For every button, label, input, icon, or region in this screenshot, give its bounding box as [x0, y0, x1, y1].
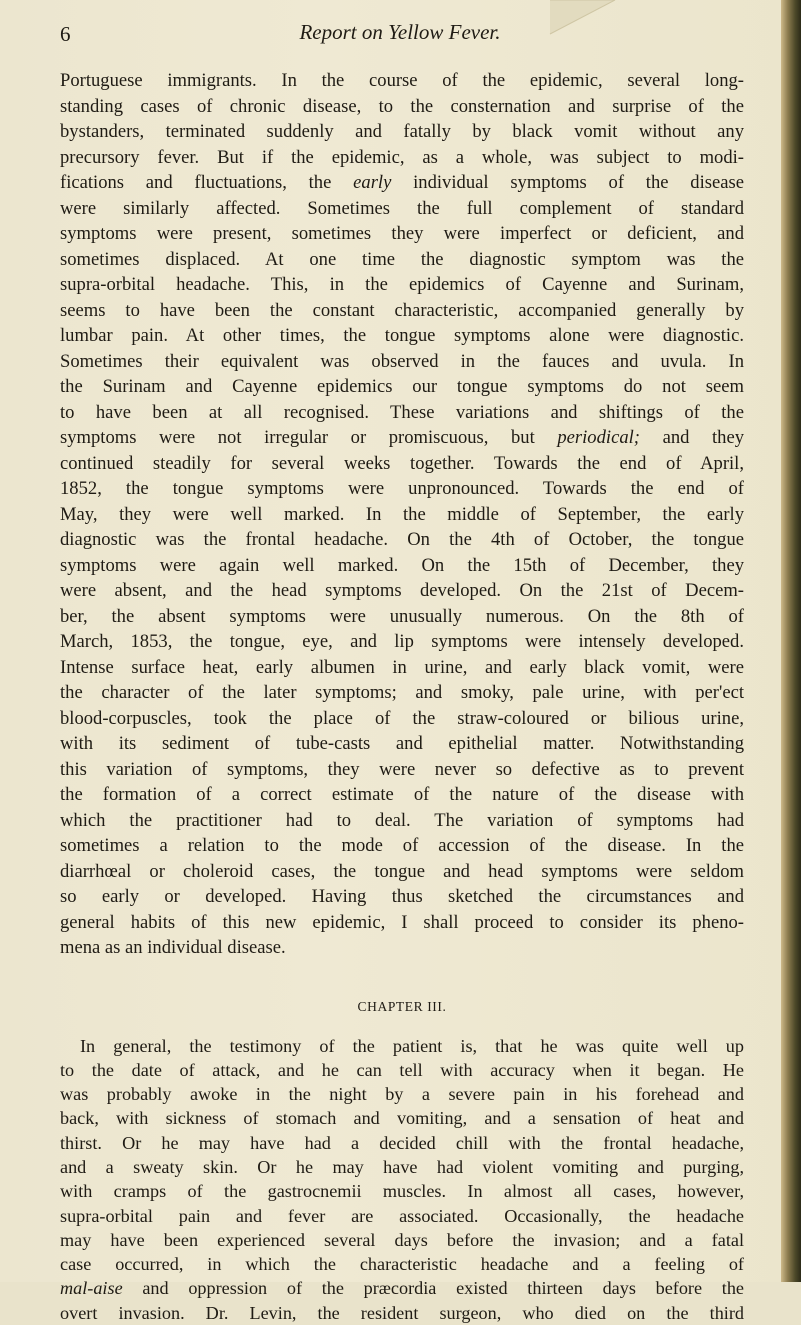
text-line: mena as an individual disease. — [60, 935, 744, 961]
running-title: Report on Yellow Fever. — [60, 20, 740, 45]
text-line: continued steadily for several weeks together. Towards the end of April, — [60, 451, 744, 477]
body-text — [60, 68, 744, 1325]
text-line: mal-aise and oppression of the præcordia existed thirteen days before the — [60, 1276, 744, 1300]
text-line: were similarly affected. Sometimes the full complement of standard — [60, 196, 744, 222]
text-line: the character of the later symptoms; and smoky, pale urine, with per'ect — [60, 680, 744, 706]
text-line: was probably awoke in the night by a severe pain in his forehead and — [60, 1082, 744, 1106]
page-number: 6 — [60, 22, 71, 47]
text-line: diagnostic was the frontal headache. On the 4th of October, the tongue — [60, 527, 744, 553]
text-line: and a sweaty skin. Or he may have had violent vomiting and purging, — [60, 1155, 744, 1179]
text-line: so early or developed. Having thus sketched the circumstances and — [60, 884, 744, 910]
text-line: with its sediment of tube-casts and epithelial matter. Notwithstanding — [60, 731, 744, 757]
text-line: May, they were well marked. In the middle of September, the early — [60, 502, 744, 528]
text-line: to have been at all recognised. These variations and shiftings of the — [60, 400, 744, 426]
text-line: sometimes a relation to the mode of accession of the disease. In the — [60, 833, 744, 859]
text-line: may have been experienced several days before the invasion; and a fatal — [60, 1228, 744, 1252]
text-line: symptoms were not irregular or promiscuous, but periodical; and they — [60, 425, 744, 451]
text-line: the Surinam and Cayenne epidemics our tongue symptoms do not seem — [60, 374, 744, 400]
text-line: In general, the testimony of the patient is, that he was quite well up — [60, 1034, 744, 1058]
text-line: to the date of attack, and he can tell with accuracy when it began. He — [60, 1058, 744, 1082]
text-line: Intense surface heat, early albumen in urine, and early black vomit, were — [60, 655, 744, 681]
text-line: Sometimes their equivalent was observed in the fauces and uvula. In — [60, 349, 744, 375]
text-line: case occurred, in which the characteristic headache and a feeling of — [60, 1252, 744, 1276]
text-line: March, 1853, the tongue, eye, and lip symptoms were intensely developed. — [60, 629, 744, 655]
text-line: fications and fluctuations, the early individual symptoms of the disease — [60, 170, 744, 196]
text-line: this variation of symptoms, they were never so defective as to prevent — [60, 757, 744, 783]
text-line: Portuguese immigrants. In the course of the epidemic, several long- — [60, 68, 744, 94]
text-line: which the practitioner had to deal. The variation of symptoms had — [60, 808, 744, 834]
text-line: with cramps of the gastrocnemii muscles. In almost all cases, however, — [60, 1179, 744, 1203]
text-line: symptoms were present, sometimes they were imperfect or deficient, and — [60, 221, 744, 247]
text-line: thirst. Or he may have had a decided chill with the frontal headache, — [60, 1131, 744, 1155]
text-line: seems to have been the constant characteristic, accompanied generally by — [60, 298, 744, 324]
text-line: ber, the absent symptoms were unusually numerous. On the 8th of — [60, 604, 744, 630]
chapter-heading: CHAPTER III. — [60, 998, 744, 1016]
text-line: the formation of a correct estimate of the nature of the disease with — [60, 782, 744, 808]
text-line: general habits of this new epidemic, I shall proceed to consider its pheno- — [60, 910, 744, 936]
text-line: sometimes displaced. At one time the diagnostic symptom was the — [60, 247, 744, 273]
running-header — [60, 20, 740, 60]
text-line: precursory fever. But if the epidemic, as a whole, was subject to modi- — [60, 145, 744, 171]
section-one — [60, 68, 744, 961]
text-line: supra-orbital headache. This, in the epidemics of Cayenne and Surinam, — [60, 272, 744, 298]
text-line: 1852, the tongue symptoms were unpronounced. Towards the end of — [60, 476, 744, 502]
text-line: lumbar pain. At other times, the tongue symptoms alone were diagnostic. — [60, 323, 744, 349]
text-line: bystanders, terminated suddenly and fatally by black vomit without any — [60, 119, 744, 145]
text-line: symptoms were again well marked. On the 15th of December, they — [60, 553, 744, 579]
text-line: overt invasion. Dr. Levin, the resident surgeon, who died on the third — [60, 1301, 744, 1325]
text-line: back, with sickness of stomach and vomiting, and a sensation of heat and — [60, 1106, 744, 1130]
text-line: supra-orbital pain and fever are associated. Occasionally, the headache — [60, 1204, 744, 1228]
text-line: standing cases of chronic disease, to the consternation and surprise of the — [60, 94, 744, 120]
text-line: were absent, and the head symptoms developed. On the 21st of Decem- — [60, 578, 744, 604]
text-line: blood-corpuscles, took the place of the straw-coloured or bilious urine, — [60, 706, 744, 732]
text-line: diarrhœal or choleroid cases, the tongue and head symptoms were seldom — [60, 859, 744, 885]
book-binding-edge — [781, 0, 801, 1282]
section-two — [60, 1034, 744, 1325]
